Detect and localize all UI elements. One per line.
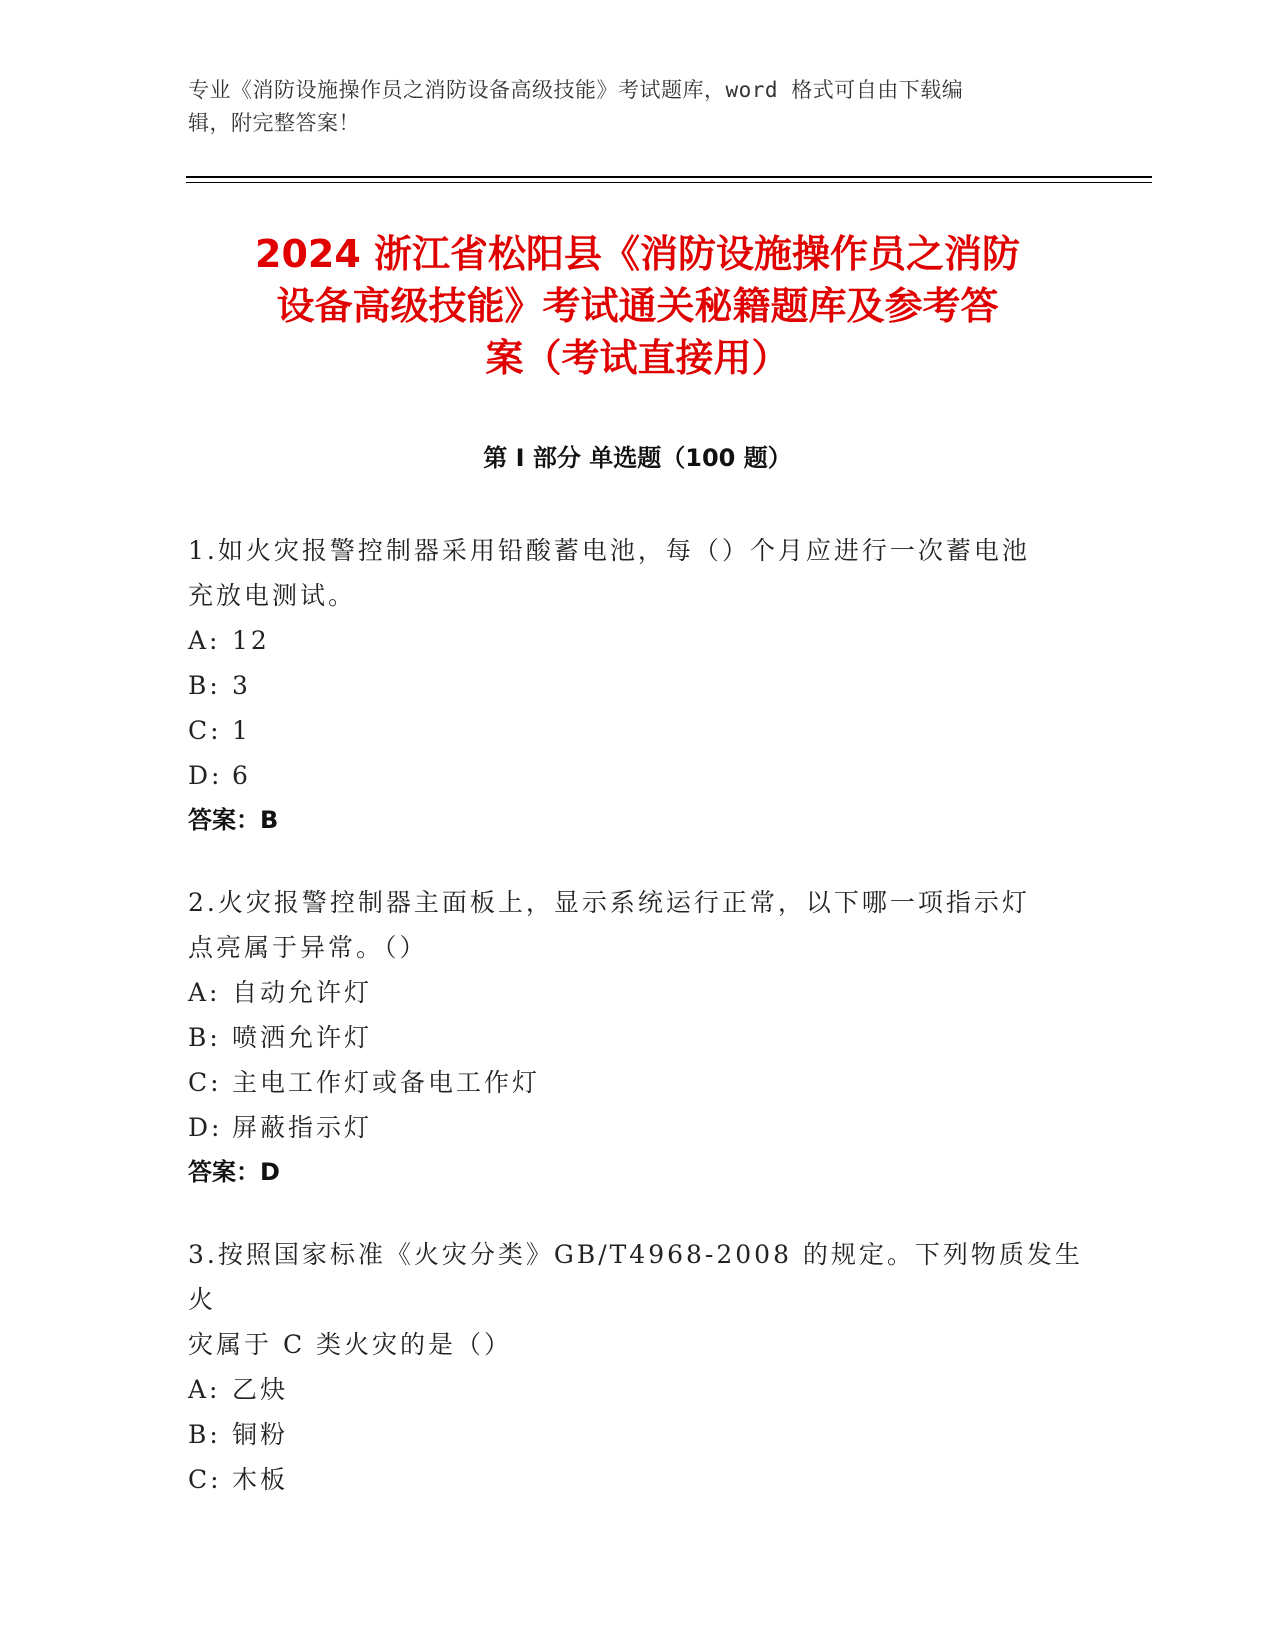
option-text: 6 xyxy=(232,761,251,790)
answer-line: 答案：D xyxy=(188,1158,280,1186)
question-stem: 1.如火灾报警控制器采用铅酸蓄电池，每（）个月应进行一次蓄电池 xyxy=(188,536,1030,565)
option-text: 1 xyxy=(232,716,251,745)
question-list xyxy=(188,528,1088,1539)
option-text: 喷洒允许灯 xyxy=(232,1023,373,1052)
option-letter: B: xyxy=(188,1420,221,1449)
option-letter: B: xyxy=(188,1023,221,1052)
option-letter: C: xyxy=(188,1068,222,1097)
question-stem-continued: 充放电测试。 xyxy=(188,581,357,610)
question-3 xyxy=(188,1232,1088,1502)
question-2 xyxy=(188,880,1088,1195)
option-b xyxy=(188,1015,1088,1060)
option-letter: A: xyxy=(188,978,221,1007)
header-divider-thick xyxy=(186,176,1152,178)
option-letter: A: xyxy=(188,626,221,655)
question-stem-continued: 点亮属于异常。（） xyxy=(188,933,428,962)
option-b xyxy=(188,1412,1088,1457)
question-1 xyxy=(188,528,1088,843)
title-line-1: 2024 浙江省松阳县《消防设施操作员之消防 xyxy=(255,232,1020,276)
header-note-line-1: 专业《消防设施操作员之消防设备高级技能》考试题库，word 格式可自由下载编 xyxy=(188,78,964,102)
question-stem: 3.按照国家标准《火灾分类》GB/T4968-2008 的规定。下列物质发生火 xyxy=(188,1240,1083,1314)
question-stem-continued: 灾属于 C 类火灾的是（） xyxy=(188,1330,513,1359)
option-letter: C: xyxy=(188,1465,222,1494)
option-text: 3 xyxy=(232,671,251,700)
header-note xyxy=(188,74,1088,140)
option-d xyxy=(188,1105,1088,1150)
option-a xyxy=(188,1367,1088,1412)
option-text: 木板 xyxy=(232,1465,289,1494)
option-text: 乙炔 xyxy=(232,1375,289,1404)
option-a xyxy=(188,970,1088,1015)
option-letter: B: xyxy=(188,671,221,700)
option-a xyxy=(188,618,1088,663)
option-b xyxy=(188,663,1088,708)
option-letter: C: xyxy=(188,716,222,745)
option-text: 屏蔽指示灯 xyxy=(232,1113,373,1142)
answer-line: 答案：B xyxy=(188,806,279,834)
title-line-2: 设备高级技能》考试通关秘籍题库及参考答 xyxy=(276,284,999,328)
option-text: 12 xyxy=(232,626,270,655)
option-letter: D: xyxy=(188,761,223,790)
header-divider-thin xyxy=(186,182,1152,183)
section-heading: 第 I 部分 单选题（100 题） xyxy=(483,444,792,472)
document-title xyxy=(190,228,1085,384)
header-note-line-2: 辑，附完整答案！ xyxy=(188,111,360,135)
title-line-3: 案（考试直接用） xyxy=(485,336,790,380)
option-text: 自动允许灯 xyxy=(232,978,373,1007)
option-text: 铜粉 xyxy=(232,1420,289,1449)
option-c xyxy=(188,1457,1088,1502)
option-c xyxy=(188,1060,1088,1105)
question-stem: 2.火灾报警控制器主面板上，显示系统运行正常，以下哪一项指示灯 xyxy=(188,888,1030,917)
option-c xyxy=(188,708,1088,753)
option-letter: D: xyxy=(188,1113,223,1142)
option-letter: A: xyxy=(188,1375,221,1404)
option-d xyxy=(188,753,1088,798)
option-text: 主电工作灯或备电工作灯 xyxy=(232,1068,541,1097)
